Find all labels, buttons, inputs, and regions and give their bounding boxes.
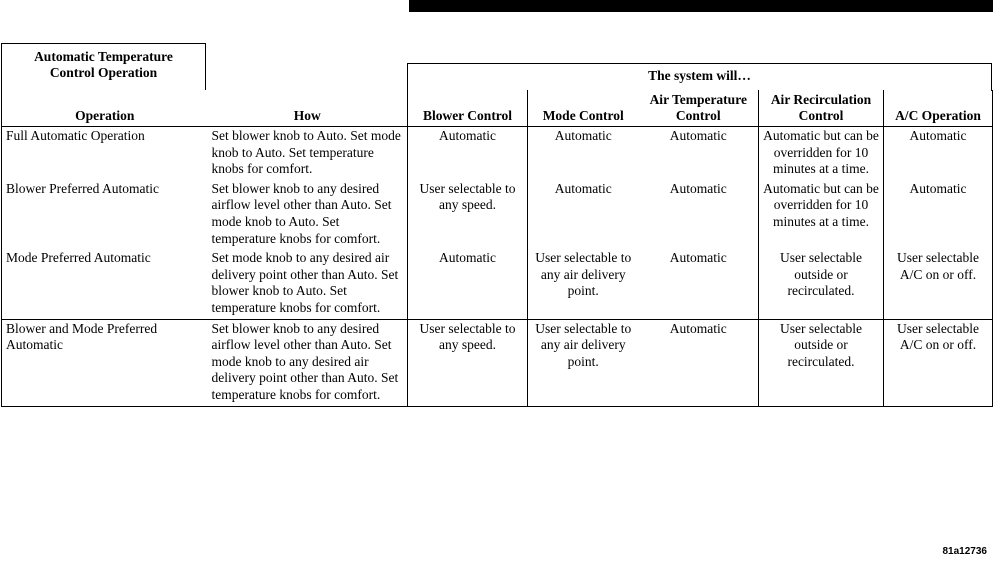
cell-operation: Full Automatic Operation xyxy=(2,127,208,180)
operation-table xyxy=(1,90,993,407)
cell-mode: User selectable to any air delivery point. xyxy=(528,319,639,406)
cell-blower: Automatic xyxy=(408,249,528,319)
cell-air-recirculation: User selectable outside or recirculated. xyxy=(759,249,884,319)
table-title xyxy=(1,43,206,90)
col-header-mode: Mode Control xyxy=(528,90,639,127)
cell-operation: Mode Preferred Automatic xyxy=(2,249,208,319)
table-title-line-2: Control Operation xyxy=(49,65,158,80)
col-header-how: How xyxy=(208,90,408,127)
table-title-line-1: Automatic Temperature xyxy=(34,49,173,64)
cell-air-recirculation: User selectable outside or recirculated. xyxy=(759,319,884,406)
cell-mode: Automatic xyxy=(528,127,639,180)
cell-ac-operation: User selectable A/C on or off. xyxy=(884,319,993,406)
cell-operation: Blower and Mode Preferred Automatic xyxy=(2,319,208,406)
table-row xyxy=(2,127,993,180)
cell-ac-operation: Automatic xyxy=(884,127,993,180)
cell-how: Set blower knob to Auto. Set mode knob to Auto. Set temperature knobs for comfort. xyxy=(211,128,401,177)
cell-blower: Automatic xyxy=(408,127,528,180)
cell-blower: User selectable to any speed. xyxy=(408,319,528,406)
cell-ac-operation: Automatic xyxy=(884,180,993,249)
top-black-bar xyxy=(409,0,993,12)
col-header-blower: Blower Control xyxy=(408,90,528,127)
cell-operation: Blower Preferred Automatic xyxy=(2,180,208,249)
cell-air-temperature: Automatic xyxy=(639,319,759,406)
col-header-air-recirculation: Air Recirculation Control xyxy=(759,90,884,127)
system-will-header: The system will… xyxy=(407,63,992,91)
cell-air-recirculation: Automatic but can be overridden for 10 minutes at a time. xyxy=(759,180,884,249)
col-header-ac-operation: A/C Operation xyxy=(884,90,993,127)
cell-how: Set blower knob to any desired airflow level other than Auto. Set mode knob to any desired air delivery point other than Auto. Set temperature knobs for comfort. xyxy=(208,319,408,406)
cell-air-temperature: Automatic xyxy=(669,128,727,143)
cell-ac-operation: User selectable A/C on or off. xyxy=(884,249,993,319)
cell-mode: Automatic xyxy=(528,180,639,249)
figure-code: 81a12736 xyxy=(942,546,987,557)
cell-air-temperature: Automatic xyxy=(669,180,727,196)
table-row xyxy=(2,180,993,249)
cell-air-temperature: Automatic xyxy=(669,250,727,266)
cell-mode: User selectable to any air delivery point. xyxy=(528,249,639,319)
col-header-air-temperature: Air Temperature Control xyxy=(639,90,759,127)
header-row xyxy=(2,90,993,127)
cell-how: Set mode knob to any desired air delivery point other than Auto. Set blower knob to Auto. Set temperature knobs for comfort. xyxy=(211,250,399,315)
cell-air-recirculation: Automatic but can be overridden for 10 minutes at a time. xyxy=(759,127,884,180)
cell-how: Set blower knob to any desired airflow level other than Auto. Set mode knob to Auto. Set temperature knobs for comfort. xyxy=(211,180,392,246)
table-row xyxy=(2,249,993,319)
cell-blower: User selectable to any speed. xyxy=(408,180,528,249)
table-row xyxy=(2,319,993,406)
col-header-operation: Operation xyxy=(2,90,208,127)
